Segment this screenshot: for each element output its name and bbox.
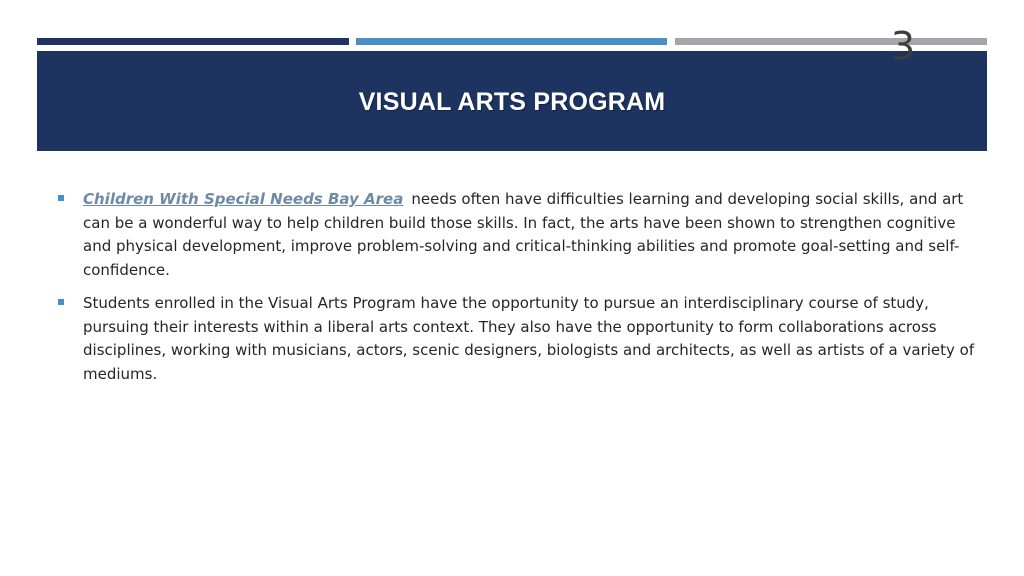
- square-bullet-icon: [58, 195, 64, 201]
- bullet-item-1: [58, 188, 978, 282]
- slide-number: 3: [890, 24, 916, 68]
- bullet-text-1: needs often have difficulties learning and developing social skills, and art can be a wonderful way to help children build those skills. In fact, the arts have been shown to strengthen cognitive and physical development, improve problem-solving and critical-thinking abilities and promote goal-setting and self-confidence.: [83, 190, 964, 279]
- bullet-text-2: Students enrolled in the Visual Arts Program have the opportunity to pursue an interdisciplinary course of study, pursuing their interests within a liberal arts context. They also have the opportunity to form collaborations across disciplines, working with musicians, actors, scenic designers, biologists and architects, as well as artists of a variety of mediums.: [83, 294, 975, 383]
- bullet-list: [58, 188, 978, 396]
- children-special-needs-link[interactable]: Children With Special Needs Bay Area: [83, 190, 404, 208]
- title-band: [37, 51, 987, 151]
- header-stripe-gray: [675, 38, 987, 45]
- bullet-item-2: [58, 292, 978, 386]
- slide-title: VISUAL ARTS PROGRAM: [358, 88, 666, 116]
- square-bullet-icon: [58, 299, 64, 305]
- header-stripe-navy: [37, 38, 349, 45]
- header-stripe-blue: [356, 38, 667, 45]
